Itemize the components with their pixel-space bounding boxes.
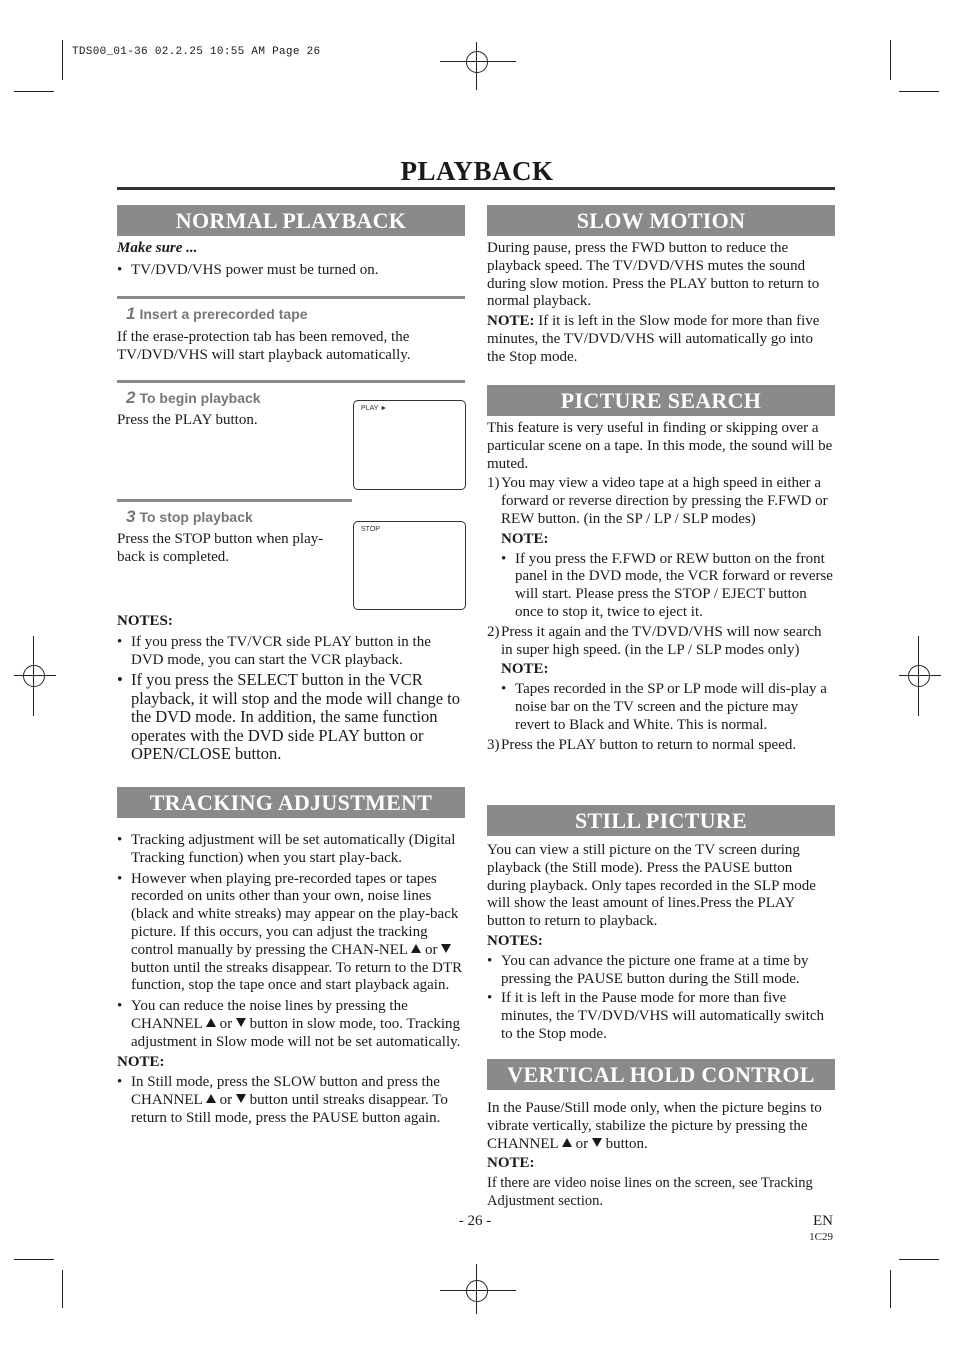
registration-mark-top [440,30,516,96]
crop-mark [899,1259,939,1260]
language-code: EN [813,1213,833,1229]
step3-number: 3 [126,507,136,526]
picture-search-item: 3) Press the PLAY button to return to normal speed. [487,736,797,753]
vertical-hold-heading: VERTICAL HOLD CONTROL [487,1059,835,1090]
step1-header [126,304,308,324]
up-arrow-icon [411,944,421,953]
picture-search-note: • If you press the F.FWD or REW button on the front panel in the DVD mode, the VCR forward or reverse will start. Please press the STOP / EJECT button once to stop it, twice to eject it. [501,550,833,620]
down-arrow-icon [236,1094,246,1103]
step2-title: To begin playback [139,390,261,406]
step3-header [126,507,253,527]
slow-motion-text: During pause, press the FWD button to reduce the playback speed. The TV/DVD/VHS mutes the sound during slow motion. Press the PLAY button to return to normal playback. [487,240,820,310]
tracking-note: • In Still mode, press the SLOW button and press the CHANNEL or button until streaks disappear. To return to Still mode, press the PAUSE button again. [117,1074,448,1126]
up-arrow-icon [206,1094,216,1103]
up-arrow-icon [562,1138,572,1147]
picture-search-item: 2) Press it again and the TV/DVD/VHS will now search in super high speed. (in the LP / SLP modes only) [487,623,822,658]
crop-mark [890,40,891,80]
page-title: PLAYBACK [400,156,554,186]
still-picture-notes-label: NOTES: [487,932,543,949]
step2-rule [117,380,465,383]
step3-rule [117,499,352,502]
slow-motion-note: NOTE: If it is left in the Slow mode for more than five minutes, the TV/DVD/VHS will automatically go into the Stop mode. [487,313,820,365]
still-picture-note: • If it is left in the Pause mode for more than five minutes, the TV/DVD/VHS will automatically switch to the Stop mode. [487,990,825,1042]
crop-mark [890,1270,891,1308]
registration-mark-bottom [440,1256,516,1322]
screen-stop-label: STOP [361,526,380,533]
crop-mark [899,91,939,92]
tracking-adjustment-heading: TRACKING ADJUSTMENT [117,787,465,818]
picture-search-heading: PICTURE SEARCH [487,385,835,416]
step1-rule [117,296,465,299]
make-sure-item: • TV/DVD/VHS power must be turned on. [117,261,379,278]
picture-search-body [487,420,835,754]
down-arrow-icon [236,1018,246,1027]
vertical-hold-note: If there are video noise lines on the screen, see Tracking Adjustment section. [487,1175,813,1209]
crop-mark [14,1259,54,1260]
picture-search-item: 1) You may view a video tape at a high speed in either a forward or reverse direction by pressing the F.FWD or REW button. (in the SP / LP / SLP modes) [487,475,828,527]
vertical-hold-body [487,1100,835,1211]
slow-motion-body [487,240,835,367]
registration-mark-left [10,636,60,716]
crop-mark [62,1270,63,1308]
tracking-adjustment-body [117,832,465,1128]
step2-header [126,388,261,408]
step2-text: Press the PLAY button. [117,412,258,428]
make-sure-label: Make sure ... [117,240,198,256]
tracking-item: • You can reduce the noise lines by pressing the CHANNEL or button in slow mode, too. Tracking adjustment in Slow mode will not be set automatically. [117,998,461,1050]
step3-text: Press the STOP button when play-back is completed. [117,531,324,565]
print-header: TDS00_01-36 02.2.25 10:55 AM Page 26 [72,46,321,58]
picture-search-note: • Tapes recorded in the SP or LP mode will dis-play a noise bar on the TV screen and the picture may revert to Black and White. This is normal. [501,681,827,733]
step2-number: 2 [126,388,136,407]
vertical-hold-note-label: NOTE: [487,1155,535,1172]
picture-search-note-label: NOTE: [501,661,549,678]
step1-number: 1 [126,304,136,323]
crop-mark [62,40,63,80]
document-code: 1C29 [809,1231,833,1243]
screen-play-label: PLAY ► [361,405,388,412]
vertical-hold-text: In the Pause/Still mode only, when the picture begins to vibrate vertically, stabilize the picture by pressing the CHANNEL or button. [487,1100,822,1152]
down-arrow-icon [592,1138,602,1147]
registration-mark-right [895,636,945,716]
down-arrow-icon [441,944,451,953]
tv-screen-play [353,400,466,490]
normal-playback-notes [117,613,465,763]
still-picture-note: • You can advance the picture one frame at a time by pressing the PAUSE button during the Still mode. [487,952,809,987]
tracking-item: • Tracking adjustment will be set automatically (Digital Tracking function) when you start play-back. [117,832,456,866]
tv-screen-stop [353,521,466,610]
slow-motion-heading: SLOW MOTION [487,205,835,236]
crop-mark [14,91,54,92]
step1-text: If the erase-protection tab has been removed, the TV/DVD/VHS will start playback automatically. [117,329,411,363]
page-number: - 26 - [458,1213,492,1229]
step1-title: Insert a prerecorded tape [139,306,308,322]
still-picture-body [487,842,835,1044]
normal-playback-heading: NORMAL PLAYBACK [117,205,465,236]
make-sure-block [117,240,465,280]
up-arrow-icon [206,1018,216,1027]
tracking-note-label: NOTE: [117,1053,165,1070]
picture-search-intro: This feature is very useful in finding or skipping over a particular scene on a tape. In this mode, the sound will be muted. [487,420,833,472]
still-picture-heading: STILL PICTURE [487,805,835,836]
still-picture-text: You can view a still picture on the TV screen during playback (the Still mode). Press the PAUSE button during playback. Only tapes recorded in the SLP mode will show the least amount of lines.Press the PLAY button to return to playback. [487,842,816,930]
tracking-item: • However when playing pre-recorded tapes or tapes recorded on units other than your own, noise lines (black and white streaks) may appear on the play-back picture. If this occurs, you can adjust the tracking control manually by pressing the CHAN-NEL or button until the streaks disappear. To return to the DTR function, stop the tape once and start playback again. [117,870,463,994]
title-rule [117,187,835,190]
step3-title: To stop playback [139,509,253,525]
notes-label: NOTES: [117,613,173,629]
picture-search-note-label: NOTE: [501,530,549,547]
note-item: • If you press the TV/VCR side PLAY button in the DVD mode, you can start the VCR playback. [117,633,431,668]
note-item: • If you press the SELECT button in the VCR playback, it will stop and the mode will change to the DVD mode. In addition, the same function operates with the DVD side PLAY button or OPEN/CLOSE button. [117,670,461,764]
